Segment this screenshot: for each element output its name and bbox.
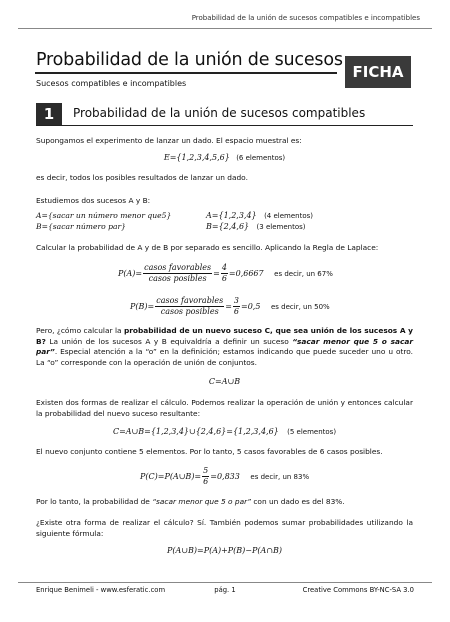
paragraph-9: ¿Existe otra forma de realizar el cálculo? Sí. También podemos sumar probabilidades utilizando la siguiente fórmula: <box>36 518 413 538</box>
pb-value: =0,5 <box>241 302 261 311</box>
equation-sample-space <box>36 153 413 164</box>
paragraph-8 <box>36 497 413 508</box>
ficha-badge: FICHA <box>345 56 411 88</box>
paragraph-6: Existen dos formas de realizar el cálculo. Podemos realizar la operación de unión y entonces calcular la probabilidad del nuevo suceso resultante: <box>36 398 413 418</box>
equation-pa <box>118 263 333 284</box>
p5-part-c: La unión de los sucesos A y B equivaldría a definir un suceso <box>45 336 293 346</box>
pa-lhs: P(A)= <box>118 269 143 278</box>
pb-fraction <box>233 296 240 317</box>
pc-lhs: P(C)=P(A∪B)= <box>140 472 202 481</box>
pa-laplace-fraction <box>143 263 212 284</box>
footer-page: pág. 1 <box>214 586 236 594</box>
definition-a: A={sacar un número menor que5} <box>36 211 172 220</box>
paragraph-1: Supongamos el experimento de lanzar un dado. El espacio muestral es: <box>36 136 302 145</box>
equation-pc <box>140 466 309 487</box>
section-underline <box>36 125 413 126</box>
definition-b: B={sacar número par} <box>36 222 126 231</box>
pb-note: es decir, un 50% <box>271 303 330 311</box>
equation-pb <box>130 296 330 317</box>
set-b: B={2,4,6} <box>206 222 250 231</box>
pa-note: es decir, un 67% <box>274 270 333 278</box>
pc-note: es decir, un 83% <box>250 473 310 481</box>
paragraph-7: El nuevo conjunto contiene 5 elementos. Por lo tanto, 5 casos favorables de 6 casos posibles. <box>36 447 383 456</box>
p5-part-b: probabilidad de un nuevo suceso C, que sea unión de los sucesos A y B? <box>36 326 413 346</box>
header-divider <box>18 28 432 29</box>
set-a-line <box>206 211 313 220</box>
pa-value: =0,6667 <box>228 269 264 278</box>
equation-union <box>36 427 413 438</box>
footer-author: Enrique Benimeli - www.esferatic.com <box>36 586 166 594</box>
pc-den: 6 <box>203 477 209 486</box>
section-title: Probabilidad de la unión de sucesos compatibles <box>73 106 366 120</box>
pa-den: 6 <box>221 274 227 283</box>
set-b-line <box>206 222 305 231</box>
footer-license: Creative Commons BY-NC-SA 3.0 <box>302 586 414 594</box>
set-b-note: (3 elementos) <box>256 223 306 231</box>
pb-lhs: P(B)= <box>130 302 155 311</box>
set-a-note: (4 elementos) <box>264 212 314 220</box>
pa-pos: casos posibles <box>148 274 207 283</box>
paragraph-5 <box>36 326 413 368</box>
p5-part-a: Pero, ¿cómo calcular la <box>36 326 124 335</box>
pb-pos: casos posibles <box>160 307 219 316</box>
pb-num: 3 <box>233 296 240 305</box>
sample-space-expr: E={1,2,3,4,5,6} <box>163 153 230 162</box>
pa-fav: casos favorables <box>144 263 212 272</box>
pc-num: 5 <box>203 466 209 475</box>
union-note: (5 elementos) <box>287 428 337 436</box>
paragraph-3: Estudiemos dos sucesos A y B: <box>36 196 151 205</box>
paragraph-2: es decir, todos los posibles resultados de lanzar un dado. <box>36 173 248 182</box>
title-underline <box>35 72 337 74</box>
p5-part-e: . Especial atención a la “o” en la definición; estamos indicando que puede suceder uno u otro. La “o” corresponde con la operación de unión de conjuntos. <box>36 347 413 367</box>
pb-fav: casos favorables <box>156 296 224 305</box>
sample-space-note: (6 elementos) <box>236 154 286 162</box>
footer-divider <box>18 582 432 583</box>
p5-part-d: “sacar menor que 5 o sacar par” <box>36 336 413 356</box>
paragraph-4: Calcular la probabilidad de A y de B por separado es sencillo. Aplicando la Regla de Laplace: <box>36 243 379 252</box>
p8-part-b: “sacar menor que 5 o par” <box>152 497 252 506</box>
pc-fraction <box>202 466 209 487</box>
p8-part-c: con un dado es del 83%. <box>251 497 345 506</box>
pb-eq-sign: = <box>225 302 232 311</box>
c-expr: C=A∪B <box>208 377 241 386</box>
p8-part-a: Por lo tanto, la probabilidad de <box>36 497 153 506</box>
pb-laplace-fraction <box>155 296 224 317</box>
pc-value: =0,833 <box>210 472 240 481</box>
formula-expr: P(A∪B)=P(A)+P(B)−P(A∩B) <box>167 546 282 555</box>
pb-den: 6 <box>233 307 240 316</box>
running-header: Probabilidad de la unión de sucesos compatibles e incompatibles <box>191 14 420 22</box>
page-title: Probabilidad de la unión de sucesos <box>36 50 343 70</box>
equation-formula <box>36 546 413 557</box>
equation-c <box>36 377 413 388</box>
page-subtitle: Sucesos compatibles e incompatibles <box>36 79 187 88</box>
pa-eq-sign: = <box>213 269 220 278</box>
section-number: 1 <box>36 103 62 125</box>
pa-fraction <box>221 263 228 284</box>
union-expr: C=A∪B={1,2,3,4}∪{2,4,6}={1,2,3,4,6} <box>112 427 279 436</box>
set-a: A={1,2,3,4} <box>206 211 257 220</box>
pa-num: 4 <box>221 263 227 272</box>
